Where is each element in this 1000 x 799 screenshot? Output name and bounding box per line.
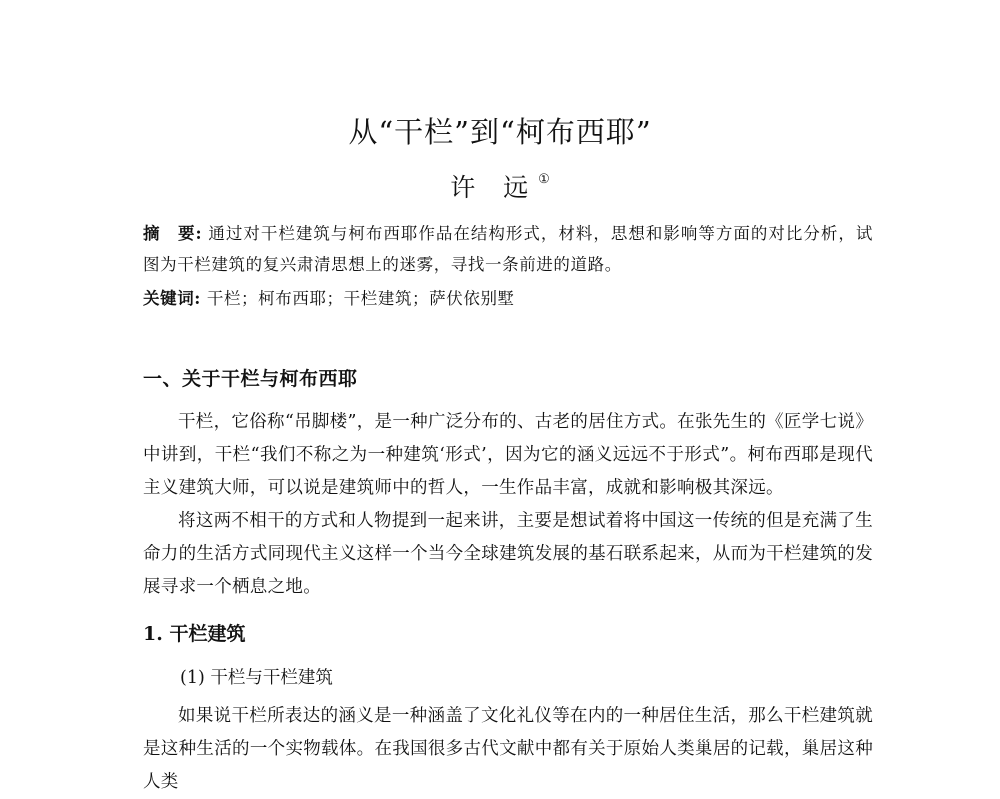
- keywords-label: 关键词:: [143, 289, 201, 308]
- sub-subsection-heading: (1) 干栏与干栏建筑: [180, 668, 333, 688]
- keywords-text: 干栏；柯布西耶；干栏建筑；萨伏依别墅: [201, 289, 515, 308]
- keywords: [143, 284, 873, 314]
- subsection-heading: 1. 干栏建筑: [143, 623, 246, 645]
- author-footnote-mark: ①: [538, 171, 550, 187]
- abstract: [143, 218, 873, 280]
- section-heading: 一、关于干栏与柯布西耶: [143, 368, 358, 390]
- author-line: [0, 168, 1000, 204]
- paragraph: 如果说干栏所表达的涵义是一种涵盖了文化礼仪等在内的一种居住生活，那么干栏建筑就是这种生活的一个实物载体。在我国很多古代文献中都有关于原始人类巢居的记载，巢居这种人类: [143, 706, 873, 792]
- paragraph: 将这两不相干的方式和人物提到一起来讲，主要是想试着将中国这一传统的但是充满了生命力的生活方式同现代主义这样一个当今全球建筑发展的基石联系起来，从而为干栏建筑的发展寻求一个栖息之地。: [143, 511, 873, 597]
- abstract-text: 通过对干栏建筑与柯布西耶作品在结构形式，材料，思想和影响等方面的对比分析，试图为干栏建筑的复兴肃清思想上的迷雾，寻找一条前进的道路。: [143, 224, 873, 274]
- abstract-label: 摘 要:: [143, 224, 203, 243]
- paragraph: 干栏，它俗称“吊脚楼”，是一种广泛分布的、古老的居住方式。在张先生的《匠学七说》中讲到，干栏“我们不称之为一种建筑‘形式’，因为它的涵义远远不于形式”。柯布西耶是现代主义建筑大师，可以说是建筑师中的哲人，一生作品丰富，成就和影响极其深远。: [143, 412, 873, 498]
- author-name: 许 远: [450, 173, 539, 202]
- paper-title: 从“干栏”到“柯布西耶”: [348, 115, 652, 149]
